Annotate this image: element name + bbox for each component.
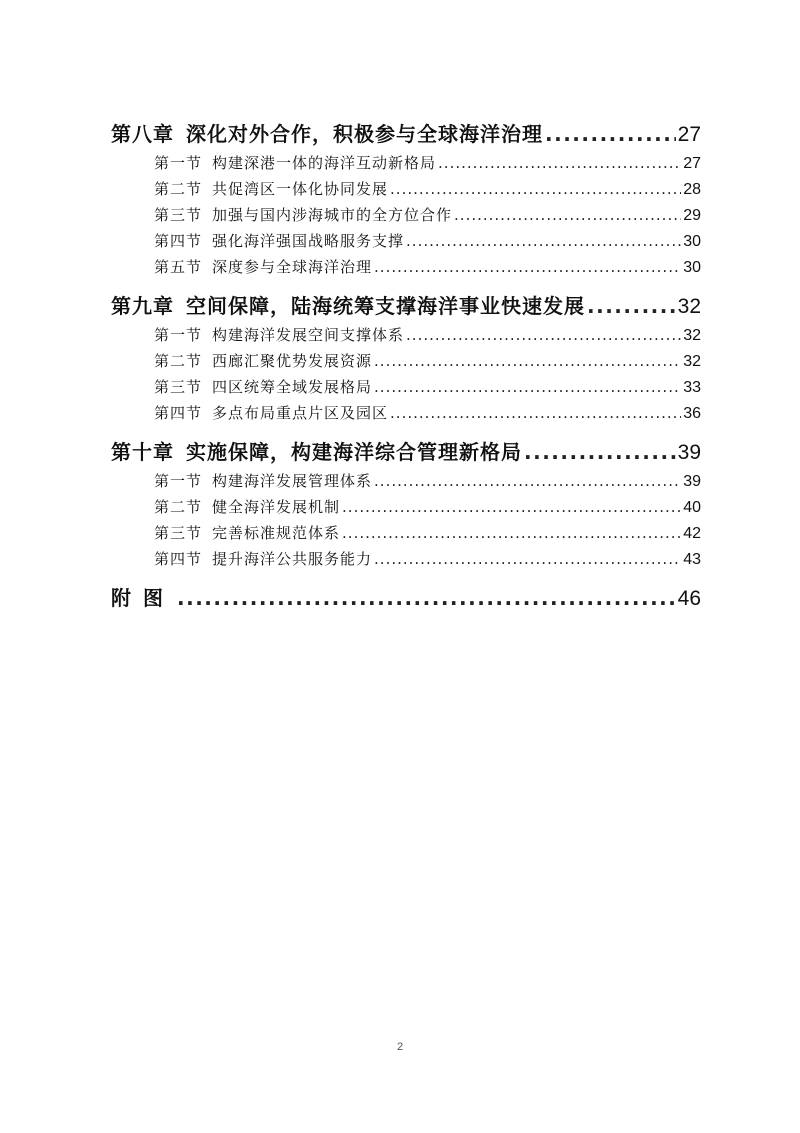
section-title: 完善标准规范体系 — [212, 524, 341, 542]
dot-leader — [374, 374, 681, 400]
section-number: 第四节 — [154, 550, 203, 568]
page-number: 30 — [683, 259, 701, 276]
page-number: 32 — [683, 327, 701, 344]
section-label — [154, 546, 372, 572]
toc-section-entry[interactable] — [111, 176, 701, 202]
section-title: 强化海洋强国战略服务支撑 — [212, 232, 405, 250]
section-label — [154, 494, 340, 520]
page-number: 46 — [677, 587, 701, 610]
section-title: 构建海洋发展空间支撑体系 — [212, 326, 405, 344]
page-number: 28 — [683, 181, 701, 198]
dot-leader — [374, 348, 681, 374]
chapter-title: 空间保障，陆海统筹支撑海洋事业快速发展 — [186, 294, 585, 318]
section-number: 第三节 — [154, 524, 203, 542]
page-number: 42 — [683, 525, 701, 542]
dot-leader — [342, 494, 681, 520]
toc-appendix-entry[interactable] — [111, 582, 701, 614]
section-title: 深度参与全球海洋治理 — [212, 258, 373, 276]
page-number: 39 — [677, 441, 701, 464]
dot-leader — [524, 436, 676, 468]
dot-leader — [406, 228, 681, 254]
toc-section-entry[interactable] — [111, 202, 701, 228]
section-number: 第一节 — [154, 154, 203, 172]
page-number: 30 — [683, 233, 701, 250]
section-title: 多点布局重点片区及园区 — [212, 404, 389, 422]
section-number: 第二节 — [154, 352, 203, 370]
section-label — [154, 322, 404, 348]
section-label — [154, 348, 372, 374]
section-number: 第一节 — [154, 326, 203, 344]
toc-section-entry[interactable] — [111, 322, 701, 348]
dot-leader — [406, 322, 681, 348]
page-number: 27 — [683, 155, 701, 172]
section-title: 构建海洋发展管理体系 — [212, 472, 373, 490]
toc-section-entry[interactable] — [111, 400, 701, 426]
chapter-label — [111, 290, 585, 322]
section-label — [154, 202, 452, 228]
dot-leader — [374, 254, 681, 280]
dot-leader — [390, 400, 681, 426]
page-number: 33 — [683, 379, 701, 396]
page-number: 36 — [683, 405, 701, 422]
section-label — [154, 176, 388, 202]
section-number: 第二节 — [154, 180, 203, 198]
section-title: 构建深港一体的海洋互动新格局 — [212, 154, 437, 172]
dot-leader — [342, 520, 681, 546]
chapter-number: 第八章 — [111, 122, 174, 146]
section-number: 第三节 — [154, 378, 203, 396]
toc-section-entry[interactable] — [111, 374, 701, 400]
dot-leader — [454, 202, 681, 228]
toc-section-entry[interactable] — [111, 228, 701, 254]
page-number: 40 — [683, 499, 701, 516]
section-title: 西廊汇聚优势发展资源 — [212, 352, 373, 370]
toc-section-entry[interactable] — [111, 348, 701, 374]
dot-leader — [438, 150, 681, 176]
dot-leader — [545, 118, 676, 150]
toc-section-entry[interactable] — [111, 546, 701, 572]
appendix-title: 附图 — [111, 586, 175, 610]
toc-section-entry[interactable] — [111, 254, 701, 280]
toc-section-entry[interactable] — [111, 494, 701, 520]
toc-section-entry[interactable] — [111, 520, 701, 546]
section-title: 提升海洋公共服务能力 — [212, 550, 373, 568]
section-label — [154, 228, 404, 254]
section-label — [154, 150, 436, 176]
chapter-number: 第十章 — [111, 440, 174, 464]
page-number: 32 — [677, 295, 701, 318]
toc-chapter-entry[interactable] — [111, 436, 701, 468]
dot-leader — [374, 468, 681, 494]
toc-chapter-group — [111, 118, 701, 280]
chapter-title: 实施保障，构建海洋综合管理新格局 — [186, 440, 522, 464]
section-title: 加强与国内涉海城市的全方位合作 — [212, 206, 453, 224]
dot-leader — [390, 176, 681, 202]
toc-chapter-group — [111, 290, 701, 426]
section-label — [154, 400, 388, 426]
section-label — [154, 520, 340, 546]
section-title: 共促湾区一体化协同发展 — [212, 180, 389, 198]
dot-leader — [374, 546, 681, 572]
page-number: 29 — [683, 207, 701, 224]
section-number: 第四节 — [154, 232, 203, 250]
toc-chapter-entry[interactable] — [111, 118, 701, 150]
section-title: 健全海洋发展机制 — [212, 498, 341, 516]
section-number: 第二节 — [154, 498, 203, 516]
section-label — [154, 374, 372, 400]
dot-leader — [177, 582, 676, 614]
page-number: 27 — [677, 123, 701, 146]
section-number: 第四节 — [154, 404, 203, 422]
chapter-label — [111, 118, 543, 150]
page-number: 39 — [683, 473, 701, 490]
chapter-number: 第九章 — [111, 294, 174, 318]
dot-leader — [587, 290, 676, 322]
toc-section-entry[interactable] — [111, 150, 701, 176]
section-number: 第三节 — [154, 206, 203, 224]
section-title: 四区统筹全域发展格局 — [212, 378, 373, 396]
chapter-label — [111, 436, 522, 468]
table-of-contents — [111, 118, 701, 614]
section-number: 第一节 — [154, 472, 203, 490]
page-number: 32 — [683, 353, 701, 370]
footer-page-number: 2 — [396, 1041, 404, 1053]
toc-chapter-group — [111, 436, 701, 572]
toc-chapter-entry[interactable] — [111, 290, 701, 322]
chapter-title: 深化对外合作，积极参与全球海洋治理 — [186, 122, 543, 146]
toc-section-entry[interactable] — [111, 468, 701, 494]
section-label — [154, 468, 372, 494]
section-number: 第五节 — [154, 258, 203, 276]
section-label — [154, 254, 372, 280]
page-number: 43 — [683, 551, 701, 568]
